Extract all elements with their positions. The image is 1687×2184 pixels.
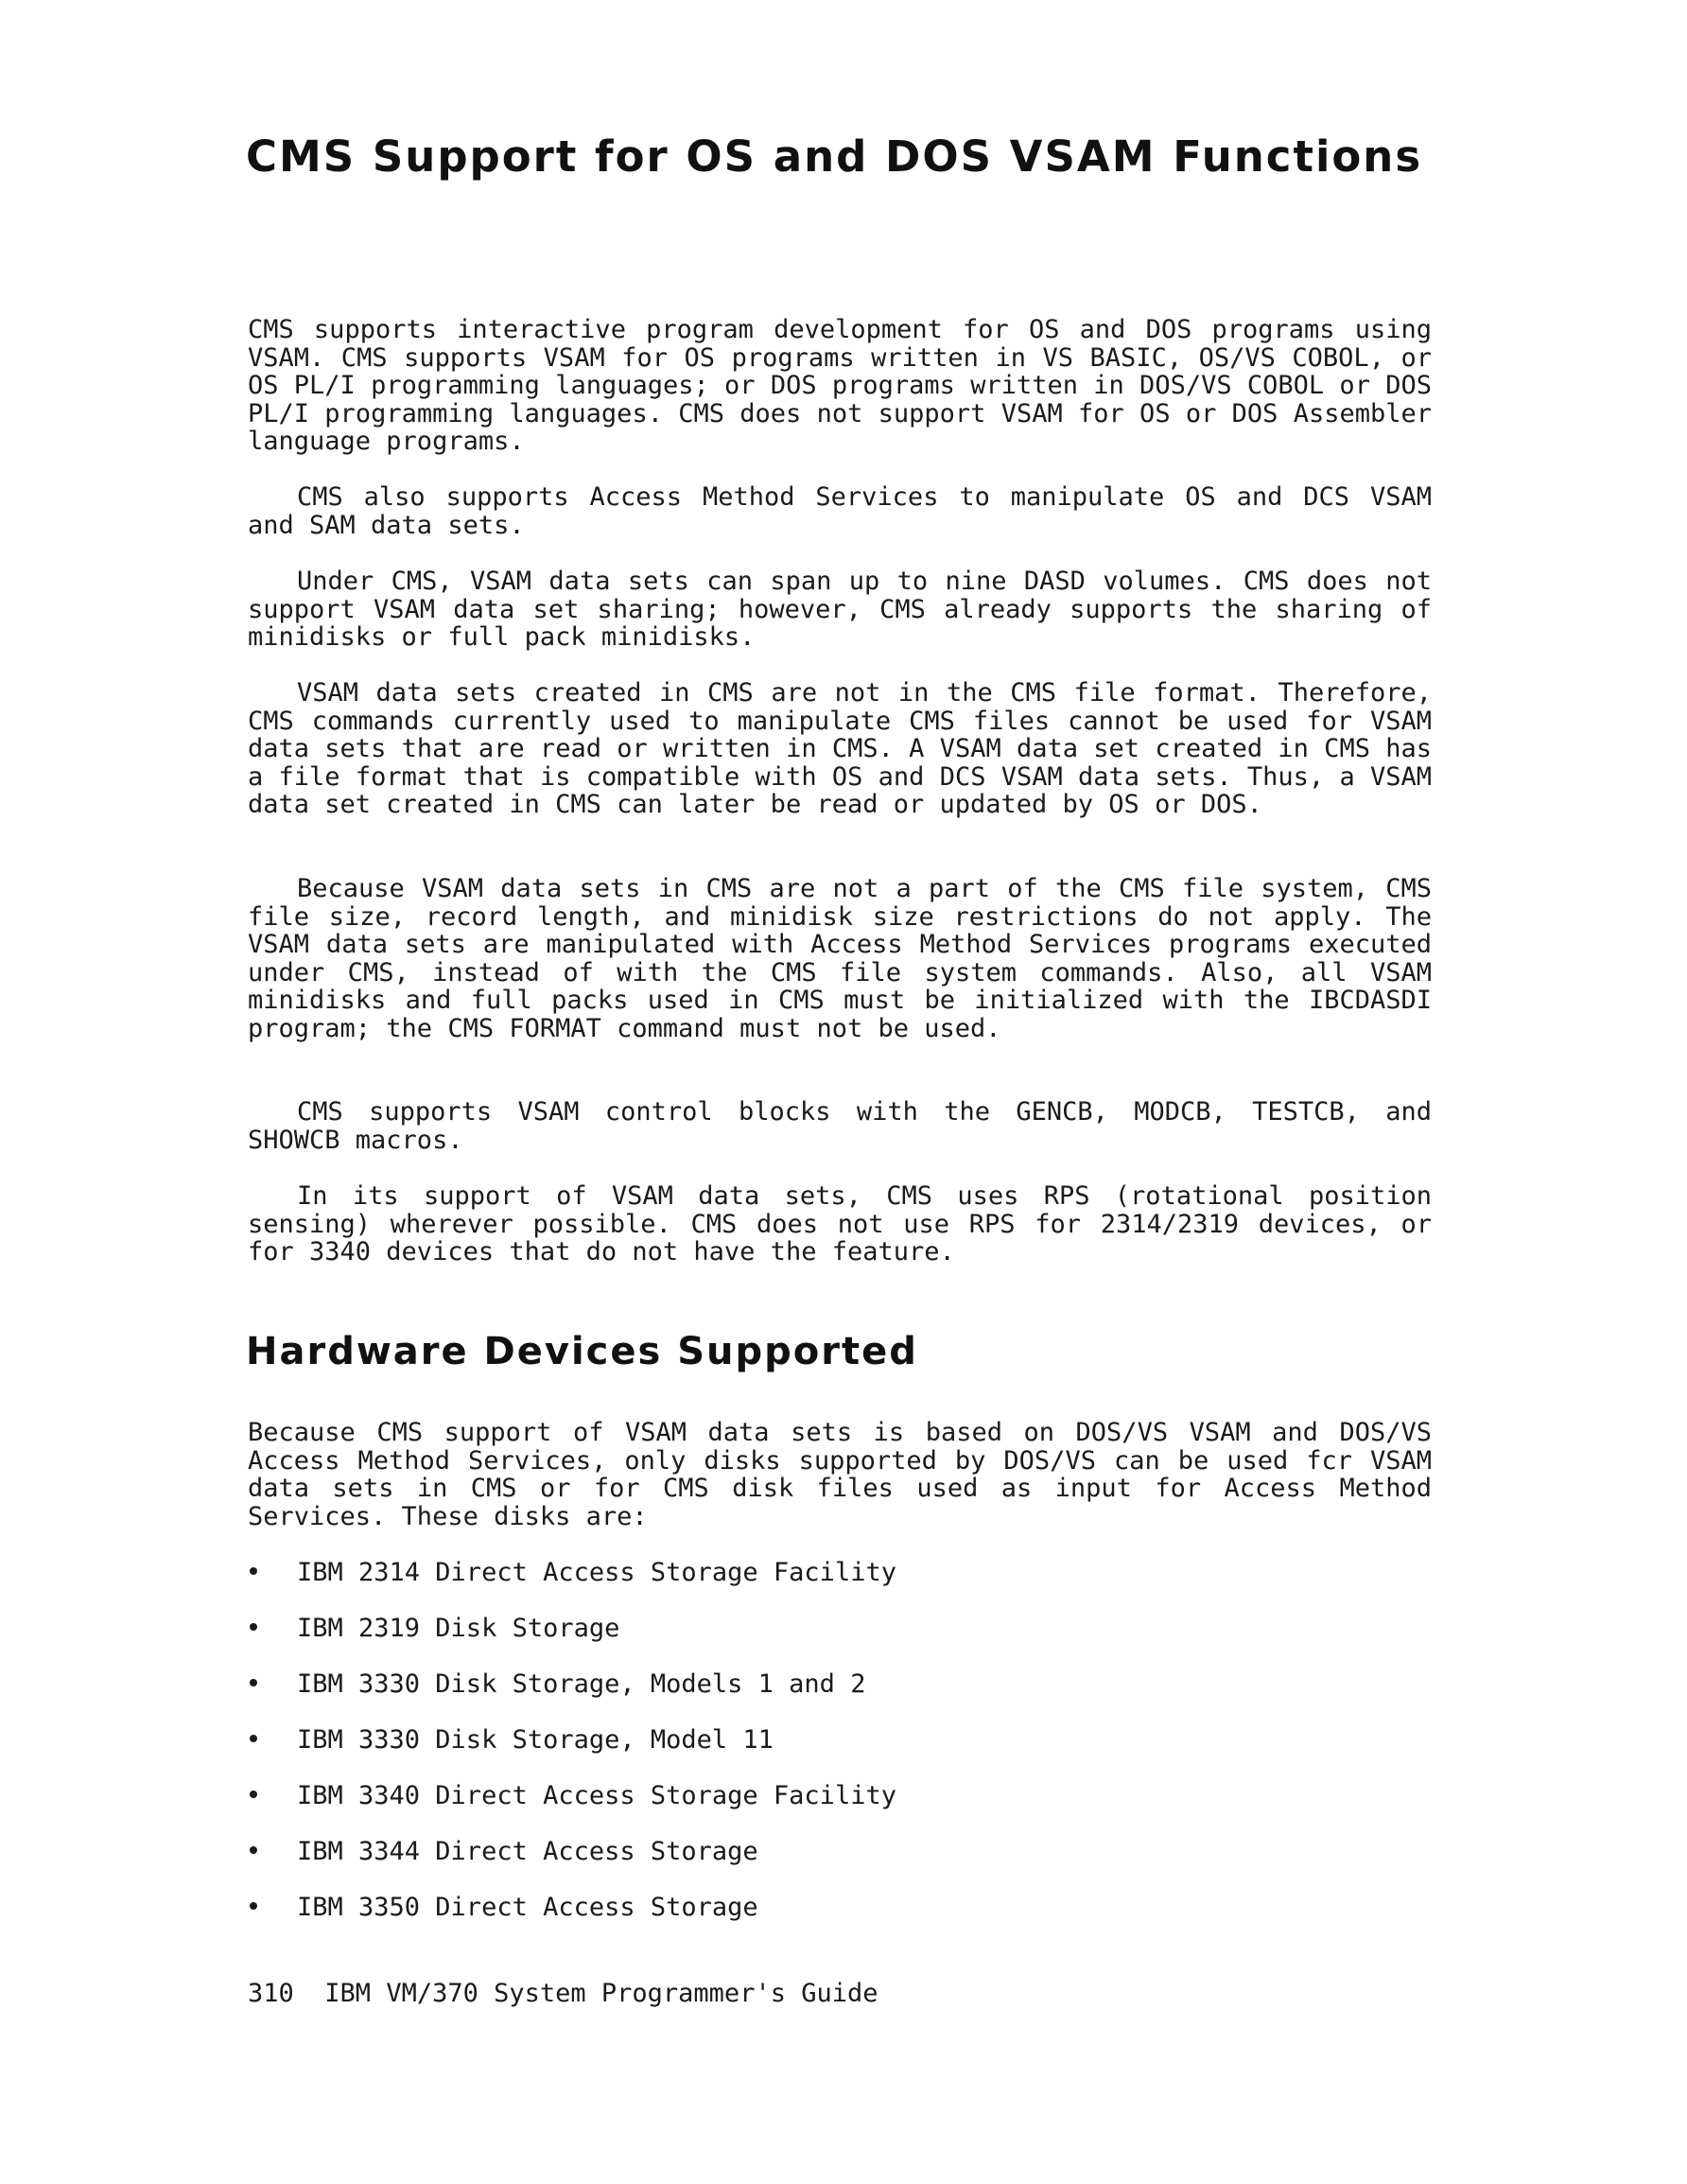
paragraph-rps: In its support of VSAM data sets, CMS uses RPS (rotational position sensing) wherever possible. CMS does not use RPS for 2314/2319 devices, or for 3340 devices that do not have the feature. bbox=[248, 1181, 1432, 1267]
bullet-icon bbox=[250, 1902, 257, 1910]
list-item-label: IBM 3340 Direct Access Storage Facility bbox=[297, 1781, 896, 1810]
list-item bbox=[248, 1726, 1432, 1782]
paragraph-control-blocks: CMS supports VSAM control blocks with the GENCB, MODCB, TESTCB, and SHOWCB macros. bbox=[248, 1097, 1432, 1155]
list-item-label: IBM 2314 Direct Access Storage Facility bbox=[297, 1558, 896, 1587]
section-heading-hardware-devices: Hardware Devices Supported bbox=[246, 1330, 918, 1373]
page-number: 310 bbox=[248, 1979, 294, 2008]
bullet-icon bbox=[250, 1791, 257, 1798]
list-item-label: IBM 3330 Disk Storage, Models 1 and 2 bbox=[297, 1669, 866, 1699]
bullet-icon bbox=[250, 1846, 257, 1854]
bullet-icon bbox=[250, 1735, 257, 1742]
bullet-icon bbox=[250, 1567, 257, 1575]
paragraph-access-method-services: CMS also supports Access Method Services to manipulate OS and DCS VSAM and SAM data sets. bbox=[248, 482, 1432, 540]
list-item bbox=[248, 1670, 1432, 1726]
list-item-label: IBM 3350 Direct Access Storage bbox=[297, 1893, 758, 1922]
device-list bbox=[248, 1559, 1432, 1949]
paragraph-file-system: Because VSAM data sets in CMS are not a part of the CMS file system, CMS file size, record length, and minidisk size restrictions do not apply. The VSAM data sets are manipulated with Access Method Services programs executed under CMS, instead of with the CMS file system commands. Also, all VSAM minidisks and full packs used in CMS must be initialized with the IBCDASDI program; the CMS FORMAT command must not be used. bbox=[248, 874, 1432, 1043]
paragraph-dasd-volumes: Under CMS, VSAM data sets can span up to nine DASD volumes. CMS does not support VSAM data set sharing; however, CMS already supports the sharing of minidisks or full pack minidisks. bbox=[248, 567, 1432, 652]
list-item bbox=[248, 1894, 1432, 1949]
paragraph-hardware-intro: Because CMS support of VSAM data sets is based on DOS/VS VSAM and DOS/VS Access Method Services, only disks supported by DOS/VS can be used fcr VSAM data sets in CMS or for CMS disk files used as input for Access Method Services. These disks are: bbox=[248, 1418, 1432, 1531]
page-footer bbox=[248, 1980, 878, 2008]
list-item-label: IBM 3344 Direct Access Storage bbox=[297, 1837, 758, 1866]
document-title: IBM VM/370 System Programmer's Guide bbox=[324, 1979, 878, 2008]
list-item bbox=[248, 1838, 1432, 1894]
bullet-icon bbox=[250, 1623, 257, 1631]
paragraph-file-format: VSAM data sets created in CMS are not in the CMS file format. Therefore, CMS commands currently used to manipulate CMS files cannot be used for VSAM data sets that are read or written in CMS. A VSAM data set created in CMS has a file format that is compatible with OS and DCS VSAM data sets. Thus, a VSAM data set created in CMS can later be read or updated by OS or DOS. bbox=[248, 678, 1432, 819]
list-item bbox=[248, 1782, 1432, 1838]
list-item bbox=[248, 1559, 1432, 1615]
list-item-label: IBM 2319 Disk Storage bbox=[297, 1614, 620, 1643]
list-item-label: IBM 3330 Disk Storage, Model 11 bbox=[297, 1725, 774, 1755]
section-heading-vsam-functions: CMS Support for OS and DOS VSAM Functions bbox=[246, 131, 1423, 182]
list-item bbox=[248, 1615, 1432, 1670]
bullet-icon bbox=[250, 1679, 257, 1686]
paragraph-vsam-intro: CMS supports interactive program development for OS and DOS programs using VSAM. CMS supports VSAM for OS programs written in VS BASIC, OS/VS COBOL, or OS PL/I programming languages; or DOS programs written in DOS/VS COBOL or DOS PL/I programming languages. CMS does not support VSAM for OS or DOS Assembler language programs. bbox=[248, 315, 1432, 456]
